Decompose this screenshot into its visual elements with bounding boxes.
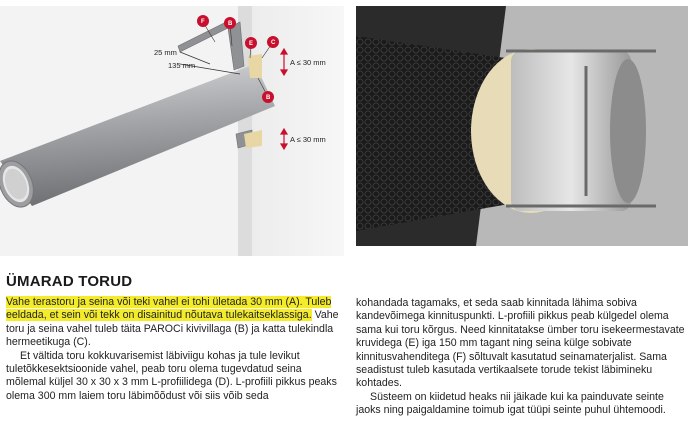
paragraph-2: Et vältida toru kokkuvarisemist läbiviigu kohas ja tule levikut tuletõkkesektsioonide vahel, peab toru olema tugevdatud seina mõlemal küljel 30 x 30 x 3 mm L-profiilidega (D). L-profiili pikkus peaks olema 300 mm laiem toru läbimõõdust või siis võib seda	[6, 349, 337, 402]
badge-b-bottom	[262, 91, 274, 103]
pipe-through-wall-diagram	[0, 6, 344, 256]
svg-text:B: B	[228, 21, 233, 28]
paragraph-1-rest: Vahe toru ja seina vahel tuleb täita PAROCi kivivillaga (B) ja katta tulekindla hermeetikuga (C).	[6, 309, 339, 349]
gap-top-label: A ≤ 30 mm	[290, 58, 326, 67]
paragraph-3: kohandada tagamaks, et seda saab kinnitada lähima sobiva kandevõimega kinnituspunkti. L-profiili pikkus peab külgedel olema sama kui toru kõrgus. Need kinnitatakse ümber toru isekeermestavate kruvidega (E) iga 150 mm tagant ning seina külge sobivate kinnitusvahenditega (F) sõltuvalt kasutatud seinamaterjalist. Sama seadistust tuleb kasutada vertikaalsete torude tekist läbimineku kohtades.	[356, 297, 685, 390]
highlighted-text: Vahe terastoru ja seina või teki vahel ei tohi ületada 30 mm (A). Tuleb eeldada, et sein või tekk on disainitud nõutava tulekaitseklassiga.	[6, 296, 332, 322]
badge-f	[197, 15, 209, 27]
dim-25-label: 25 mm	[154, 48, 177, 57]
installation-photo	[356, 6, 688, 246]
pipe-diagram-svg	[0, 6, 344, 256]
body-column-left	[6, 296, 342, 403]
badge-b-top	[224, 17, 236, 29]
badge-e	[245, 37, 257, 49]
svg-text:C: C	[271, 40, 276, 47]
paragraph-4: Süsteem on kiidetud heaks nii jäikade kui ka painduvate seinte jaoks ning paigaldamine toimub igat tüüpi seinte puhul ühtemoodi.	[356, 390, 666, 417]
dim-135-label: 135 mm	[168, 61, 196, 70]
gap-bottom-label: A ≤ 30 mm	[290, 135, 326, 144]
wall	[250, 6, 344, 256]
badge-c	[267, 36, 279, 48]
paragraph-1	[6, 296, 342, 350]
svg-text:E: E	[249, 41, 254, 48]
section-title: ÜMARAD TORUD	[6, 273, 133, 290]
installation-photo-svg	[356, 6, 688, 246]
svg-text:F: F	[201, 19, 205, 26]
svg-text:B: B	[266, 95, 271, 102]
body-column-right	[356, 297, 688, 418]
